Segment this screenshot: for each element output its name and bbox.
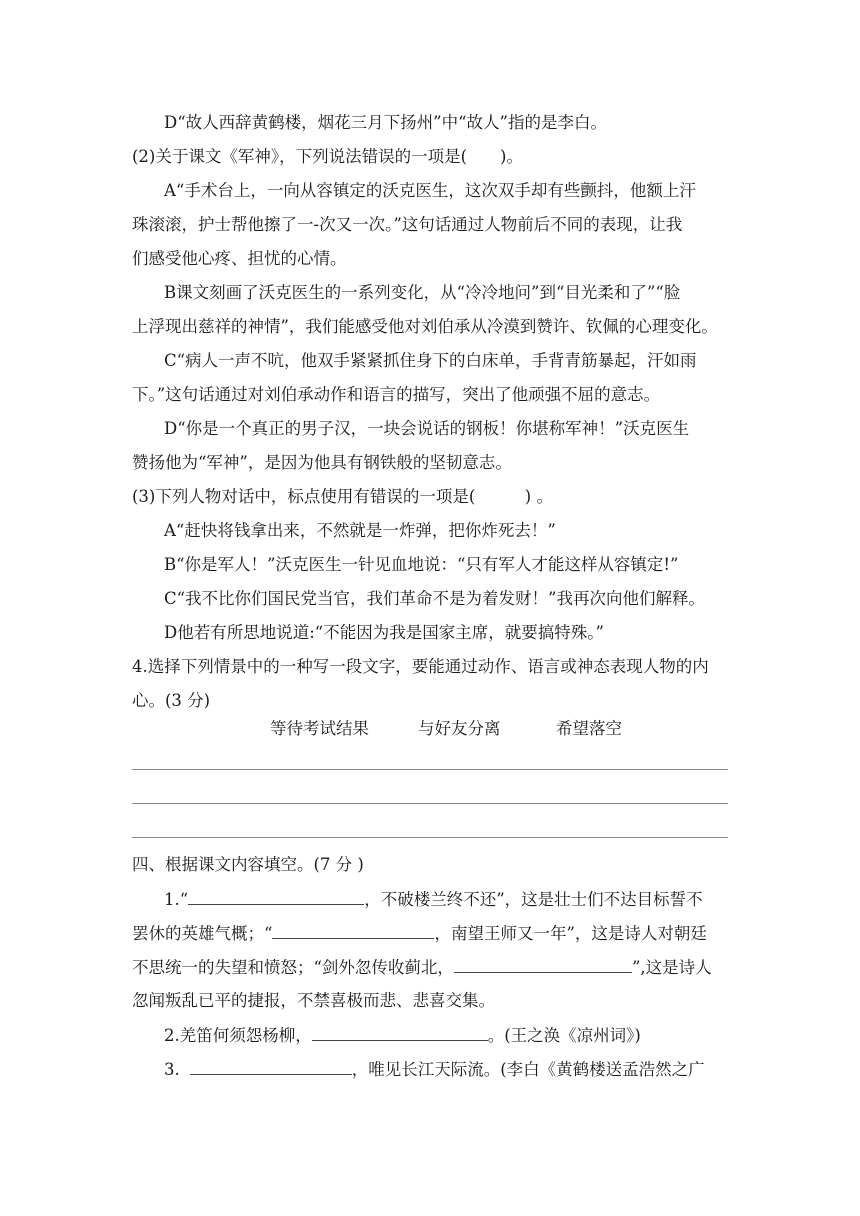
q3-2-stem: (2)关于课文《军神》，下列说法错误的一项是( )。 — [132, 147, 523, 166]
q3-2-option-b-line2: 上浮现出慈祥的神情”，我们能感受他对刘伯承从冷漠到赞许、钦佩的心理变化。 — [132, 317, 718, 336]
fill-item-1-line2 — [132, 922, 707, 945]
section-4-title: 四、根据课文内容填空。(7 分 ) — [132, 855, 364, 874]
answer-blank[interactable] — [454, 956, 632, 973]
q3-2-option-c-line1: C“病人一声不吭，他双手紧紧抓住身下的白床单，手背青筋暴起，汗如雨 — [164, 351, 697, 370]
q3-2-option-a-line1: A“手术台上，一向从容镇定的沃克医生，这次双手却有些颤抖，他额上汗 — [164, 181, 696, 200]
q3-2-option-d-line2: 赞扬他为“军神”，是因为他具有钢铁般的坚韧意志。 — [132, 453, 512, 472]
answer-blank[interactable] — [272, 922, 434, 939]
fill-text: 不思统一的失望和愤怒；“剑外忽传收蓟北， — [132, 958, 454, 977]
q4-stem-line2: 心。(3 分) — [132, 691, 211, 710]
q3-2-option-b-line1: B课文刻画了沃克医生的一系列变化，从“冷冷地问”到“目光柔和了”“脸 — [164, 283, 681, 302]
q4-stem-line1: 4.选择下列情景中的一种写一段文字，要能通过动作、语言或神态表现人物的内 — [132, 657, 709, 676]
q3-2-option-c-line2: 下。”这句话通过对刘伯承动作和语言的描写，突出了他顽强不屈的意志。 — [132, 385, 661, 404]
q4-scenario-1: 等待考试结果 — [270, 719, 369, 738]
fill-item-2 — [164, 1024, 641, 1047]
fill-text: ，南望王师又一年”，这是诗人对朝廷 — [434, 924, 707, 943]
q3-1-option-d: D“故人西辞黄鹤楼，烟花三月下扬州”中“故人”指的是李白。 — [164, 113, 607, 132]
q3-3-option-b: B“你是军人！”沃克医生一针见血地说：“只有军人才能这样从容镇定!” — [164, 555, 679, 574]
fill-text: ”,这是诗人 — [631, 958, 712, 977]
fill-text: ，不破楼兰终不还”，这是壮士们不达目标誓不 — [364, 890, 703, 909]
writing-line-2[interactable] — [132, 803, 728, 804]
answer-blank[interactable] — [190, 1058, 352, 1075]
fill-item-3 — [164, 1058, 705, 1081]
fill-text: 。(王之涣《凉州词》) — [487, 1026, 641, 1045]
fill-text: 1.“ — [164, 890, 189, 909]
fill-item-1-line1 — [164, 888, 703, 911]
q3-3-option-a: A“赶快将钱拿出来，不然就是一炸弹，把你炸死去！” — [164, 521, 556, 540]
q3-3-option-d: D他若有所思地说道:“不能因为我是国家主席，就要搞特殊。” — [164, 623, 604, 642]
q4-scenario-3: 希望落空 — [556, 719, 622, 738]
fill-text: ，唯见长江天际流。(李白《黄鹤楼送孟浩然之广 — [351, 1060, 705, 1079]
fill-item-1-line4: 忽闻叛乱已平的捷报，不禁喜极而悲、悲喜交集。 — [132, 991, 495, 1010]
writing-line-1[interactable] — [132, 769, 728, 770]
q3-2-option-a-line2: 珠滚滚，护士帮他擦了一-次又一次。”这句话通过人物前后不同的表现，让我 — [132, 215, 683, 234]
q3-3-stem: (3)下列人物对话中，标点使用有错误的一项是( ) 。 — [132, 487, 553, 506]
q3-3-option-c: C“我不比你们国民党当官，我们革命不是为着发财！”我再次向他们解释。 — [164, 589, 705, 608]
q4-scenario-2: 与好友分离 — [418, 719, 501, 738]
answer-blank[interactable] — [312, 1024, 488, 1041]
fill-text: 罢休的英雄气概；“ — [132, 924, 273, 943]
q3-2-option-a-line3: 们感受他心疼、担忧的心情。 — [132, 249, 347, 268]
fill-text: 2.羌笛何须怨杨柳， — [164, 1026, 312, 1045]
answer-blank[interactable] — [188, 888, 364, 905]
fill-text: 3. — [164, 1060, 180, 1079]
writing-line-3[interactable] — [132, 837, 728, 838]
q3-2-option-d-line1: D“你是一个真正的男子汉，一块会说话的钢板！你堪称军神！”沃克医生 — [164, 419, 690, 438]
fill-item-1-line3 — [132, 956, 712, 979]
